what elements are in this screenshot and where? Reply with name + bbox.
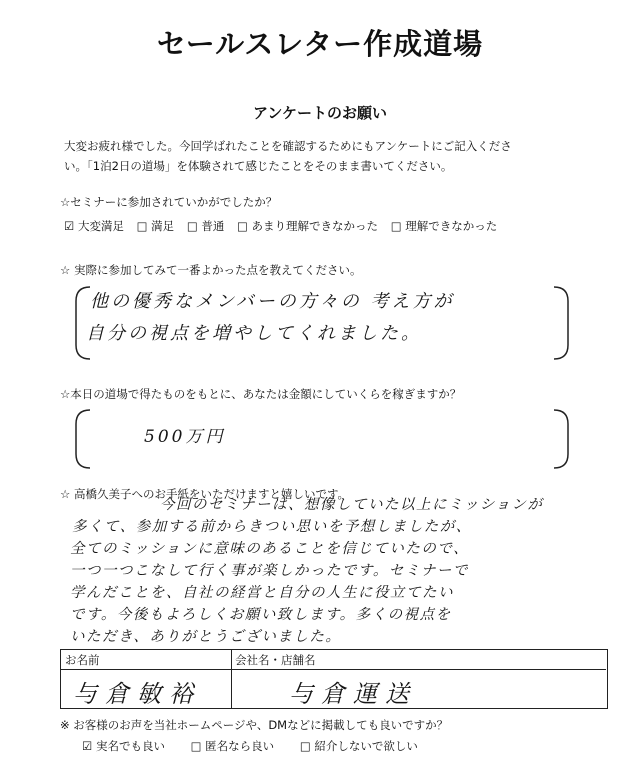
option-label: 大変満足 <box>77 219 124 233</box>
letter-line: 学んだことを、自社の経営と自分の人生に役立てたい <box>70 585 454 601</box>
letter-line: 今回のセミナーは、想像していた以上にミッションが <box>160 497 544 513</box>
checkbox-icon: □ <box>136 219 148 233</box>
survey-subtitle: アンケートのお願い <box>252 104 388 122</box>
q1-option-somewhat-unclear[interactable] <box>237 219 378 233</box>
q2-answer-line-2: 自分の視点を増やしてくれました。 <box>86 323 422 344</box>
name-label: お名前 <box>61 650 231 670</box>
consent-option-anonymous[interactable] <box>191 739 275 753</box>
name-company-table <box>60 649 608 709</box>
q1-option-neutral[interactable] <box>187 219 225 233</box>
intro-line-2: い。「1泊2日の道場」を体験されて感じたことをそのまま書いてください。 <box>64 159 453 173</box>
q3-answer-box[interactable] <box>72 406 572 472</box>
page-title: セールスレター作成道場 <box>156 27 484 61</box>
q2-answer-line-1: 他の優秀なメンバーの方々の 考え方が <box>90 291 455 312</box>
checked-box-icon: ☑ <box>82 739 93 753</box>
company-field[interactable]: 与倉運送 <box>289 680 417 708</box>
q4-letter <box>70 494 630 648</box>
name-field[interactable]: 与倉敏裕 <box>73 680 201 708</box>
q1-option-very-satisfied[interactable] <box>64 219 124 233</box>
q1-option-satisfied[interactable] <box>137 219 175 233</box>
checkbox-icon: □ <box>186 219 198 233</box>
consent-options <box>82 738 418 754</box>
option-label: 実名でも良い <box>95 739 165 753</box>
q1-option-unclear[interactable] <box>391 219 498 233</box>
checkbox-icon: □ <box>237 219 248 233</box>
company-label: 会社名・店舗名 <box>231 650 606 670</box>
q1-label: ☆セミナーに参加されていかがでしたか？ <box>60 195 278 209</box>
consent-option-decline[interactable] <box>300 739 418 753</box>
checkbox-icon: □ <box>190 739 202 753</box>
intro-text <box>64 136 584 176</box>
q3-label: ☆本日の道場で得たものをもとに、あなたは金額にしていくらを稼ぎますか？ <box>60 387 462 401</box>
consent-option-real-name[interactable] <box>82 739 165 753</box>
letter-line: 一つ一つこなして行く事が楽しかったです。セミナーで <box>70 563 469 579</box>
q3-answer: 500万円 <box>144 427 226 447</box>
option-label: 普通 <box>201 219 225 233</box>
option-label: 紹介しないで欲しい <box>314 739 418 753</box>
letter-line: いただき、ありがとうございました。 <box>70 629 342 645</box>
option-label: あまり理解できなかった <box>251 219 379 233</box>
q1-options <box>64 218 506 234</box>
letter-line: 全てのミッションに意味のあることを信じていたので、 <box>70 541 470 557</box>
table-divider <box>231 650 232 708</box>
q2-answer-box[interactable] <box>72 283 572 363</box>
letter-line: 多くて、参加する前からきつい思いを予想しましたが、 <box>72 519 472 535</box>
checkbox-icon: □ <box>390 219 402 233</box>
letter-line: です。今後もよろしくお願い致します。多くの視点を <box>70 607 452 623</box>
option-label: 匿名なら良い <box>205 739 275 753</box>
q2-label: ☆ 実際に参加してみて一番よかった点を教えてください。 <box>60 263 362 277</box>
intro-line-1: 大変お疲れ様でした。今回学ばれたことを確認するためにもアンケートにご記入くださ <box>64 139 512 153</box>
option-label: 満足 <box>151 219 175 233</box>
checkbox-icon: □ <box>299 739 311 753</box>
q4-label: ☆ 高橋久美子へのお手紙をいただけますと嬉しいです。 <box>60 487 350 501</box>
checked-box-icon: ☑ <box>64 219 75 233</box>
option-label: 理解できなかった <box>405 219 498 233</box>
consent-label: ※ お客様のお声を当社ホームページや、DMなどに掲載しても良いですか？ <box>60 718 449 732</box>
